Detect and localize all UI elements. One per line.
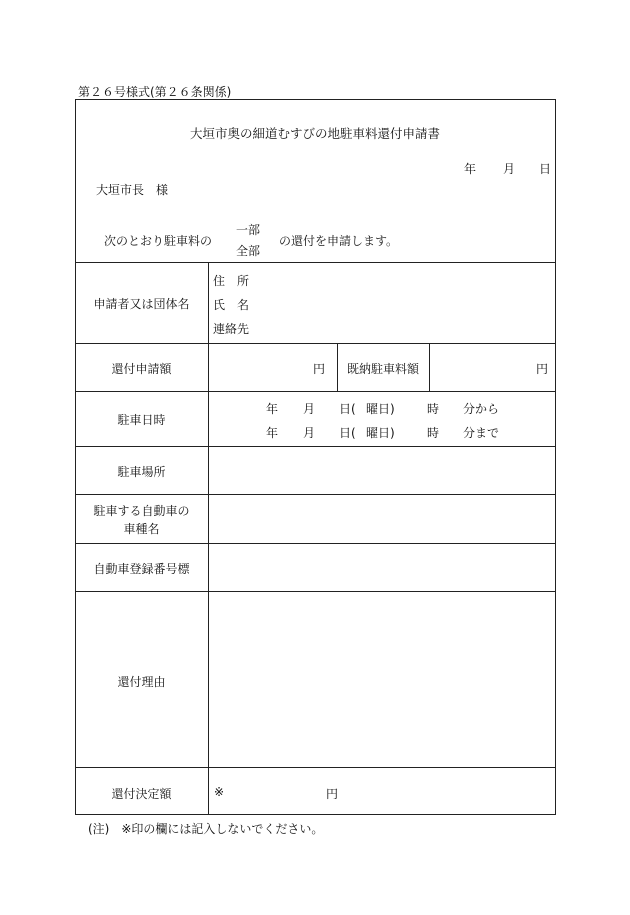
page-title: 大垣市奥の細道むすびの地駐車料還付申請書 bbox=[189, 126, 440, 141]
applicant-label: 申請者又は団体名 bbox=[93, 297, 190, 311]
decision-label: 還付決定額 bbox=[111, 787, 172, 801]
divider bbox=[75, 767, 556, 768]
decision-unit: 円 bbox=[326, 787, 339, 801]
refund-request-label: 還付申請額 bbox=[111, 362, 172, 376]
divider bbox=[75, 262, 556, 263]
to-day: 日( bbox=[339, 426, 356, 440]
option-partial: 一部 bbox=[236, 223, 261, 237]
parking-location-label: 駐車場所 bbox=[117, 465, 166, 479]
refund-request-unit: 円 bbox=[313, 362, 326, 376]
address-field: 住 所 bbox=[213, 274, 250, 288]
form-code: 第２６号様式(第２６条関係) bbox=[78, 85, 232, 99]
divider bbox=[75, 391, 556, 392]
option-full: 全部 bbox=[236, 244, 261, 258]
footnote: (注) ※印の欄には記入しないでください。 bbox=[88, 822, 324, 836]
from-minute: 分から bbox=[463, 402, 500, 416]
contact-field: 連絡先 bbox=[213, 322, 250, 336]
paid-label: 既納駐車料額 bbox=[347, 362, 420, 376]
column-divider bbox=[337, 343, 338, 391]
divider bbox=[75, 591, 556, 592]
request-suffix: の還付を申請します。 bbox=[279, 234, 399, 248]
office-use-mark: ※ bbox=[214, 785, 225, 799]
name-field: 氏 名 bbox=[213, 298, 250, 312]
to-month: 月 bbox=[303, 426, 316, 440]
date-year: 年 bbox=[464, 162, 477, 176]
parking-datetime-label: 駐車日時 bbox=[117, 413, 166, 427]
reason-label: 還付理由 bbox=[117, 675, 166, 689]
divider bbox=[75, 343, 556, 344]
addressee: 大垣市長 様 bbox=[96, 183, 169, 197]
from-month: 月 bbox=[303, 402, 316, 416]
divider bbox=[75, 494, 556, 495]
from-weekday: 曜日) bbox=[366, 402, 395, 416]
date-month: 月 bbox=[503, 162, 516, 176]
plate-label: 自動車登録番号標 bbox=[93, 562, 190, 576]
vehicle-type-label-line1: 駐車する自動車の bbox=[93, 504, 190, 518]
to-minute: 分まで bbox=[463, 426, 500, 440]
divider bbox=[75, 543, 556, 544]
request-prefix: 次のとおり駐車料の bbox=[104, 234, 213, 248]
date-day: 日 bbox=[539, 162, 552, 176]
vehicle-type-label-line2: 車種名 bbox=[123, 522, 160, 536]
divider bbox=[75, 446, 556, 447]
column-divider bbox=[208, 262, 209, 815]
column-divider bbox=[429, 343, 430, 391]
form-frame bbox=[75, 99, 556, 815]
from-hour: 時 bbox=[427, 402, 440, 416]
to-year: 年 bbox=[266, 426, 279, 440]
from-day: 日( bbox=[339, 402, 356, 416]
from-year: 年 bbox=[266, 402, 279, 416]
to-weekday: 曜日) bbox=[366, 426, 395, 440]
to-hour: 時 bbox=[427, 426, 440, 440]
paid-unit: 円 bbox=[536, 362, 549, 376]
